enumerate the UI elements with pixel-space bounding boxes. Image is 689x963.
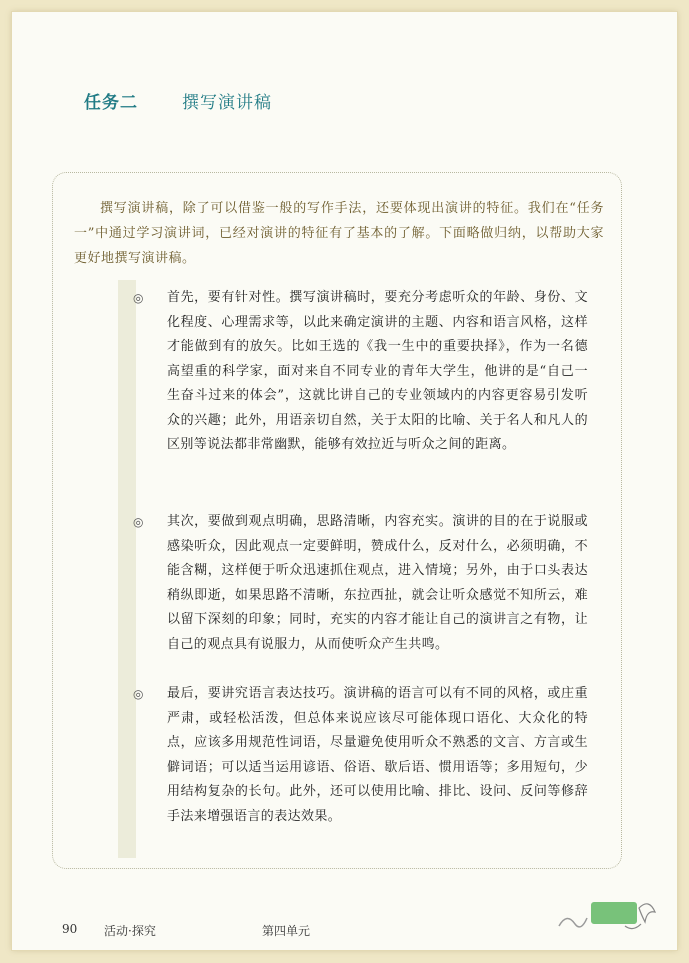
point-1-text: 首先，要有针对性。撰写演讲稿时，要充分考虑听众的年龄、身份、文化程度、心理需求等，以此来确定演讲的主题、内容和语言风格，这样才能做到有的放矢。比如王选的《我一生中的重要抉择》，作为一名德高望重的科学家，面对来自不同专业的青年大学生，他讲的是“自己一生奋斗过来的体会”，这就比讲自己的专业领域内的内容更容易引发听众的兴趣；此外，用语亲切自然，关于太阳的比喻、关于名人和凡人的区别等说法都非常幽默，能够有效拉近与听众之间的距离。 bbox=[167, 290, 588, 452]
point-3 bbox=[133, 682, 588, 829]
bullet-icon: ◎ bbox=[133, 291, 144, 305]
watermark-logo-icon bbox=[555, 896, 659, 936]
task-label: 任务二 bbox=[84, 93, 138, 113]
page-number: 90 bbox=[62, 922, 78, 936]
point-3-text: 最后，要讲究语言表达技巧。演讲稿的语言可以有不同的风格，或庄重严肃，或轻松活泼，但总体来说应该尽可能体现口语化、大众化的特点，应该多用规范性词语，尽量避免使用听众不熟悉的文言、方言或生僻词语；可以适当运用谚语、俗语、歇后语、惯用语等；多用短句，少用结构复杂的长句。此外，还可以使用比喻、排比、设问、反问等修辞手法来增强语言的表达效果。 bbox=[167, 686, 588, 824]
footer-unit: 第四单元 bbox=[262, 924, 311, 938]
point-2-text: 其次，要做到观点明确，思路清晰，内容充实。演讲的目的在于说服或感染听众，因此观点一定要鲜明，赞成什么，反对什么，必须明确，不能含糊，这样便于听众迅速抓住观点，进入情境；另外，由于口头表达稍纵即逝，如果思路不清晰，东拉西扯，就会让听众感觉不知所云，难以留下深刻的印象；同时，充实的内容才能让自己的演讲言之有物，让自己的观点具有说服力，从而使听众产生共鸣。 bbox=[167, 514, 588, 652]
point-1 bbox=[133, 286, 588, 458]
intro-paragraph: 撰写演讲稿，除了可以借鉴一般的写作手法，还要体现出演讲的特征。我们在“任务一”中通过学习演讲词，已经对演讲的特征有了基本的了解。下面略做归纳，以帮助大家更好地撰写演讲稿。 bbox=[74, 201, 604, 266]
bullet-icon: ◎ bbox=[133, 687, 144, 701]
point-2 bbox=[133, 510, 588, 657]
footer-section: 活动·探究 bbox=[104, 924, 156, 938]
task-title: 撰写演讲稿 bbox=[182, 93, 272, 113]
bullet-icon: ◎ bbox=[133, 515, 144, 529]
